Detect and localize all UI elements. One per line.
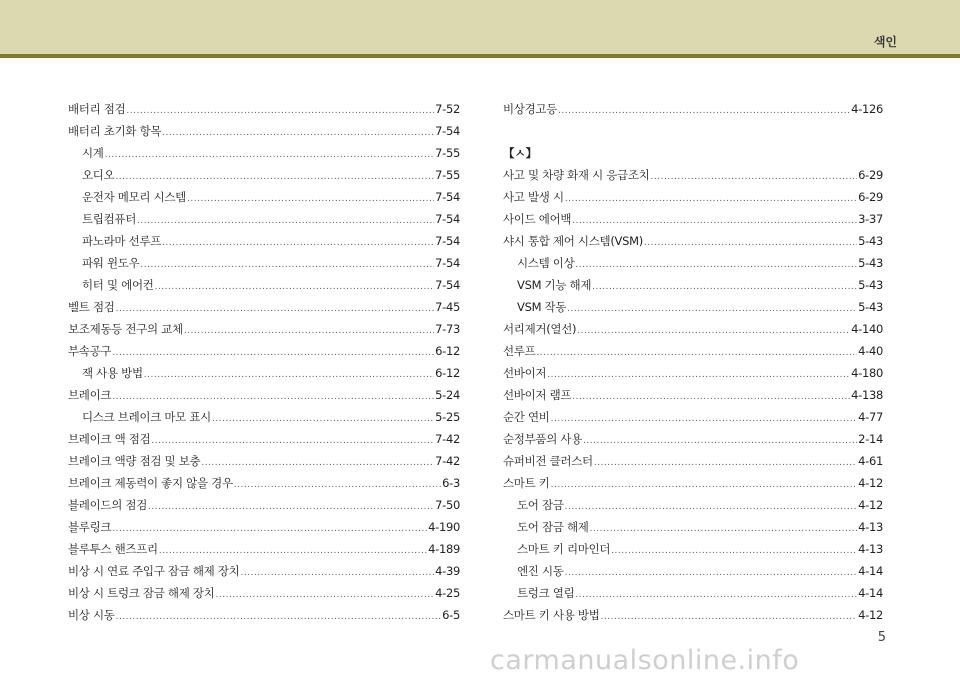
index-entry <box>68 164 460 186</box>
index-entry <box>68 472 460 494</box>
entry-page-ref: 4-25 <box>435 586 460 600</box>
entry-page-ref: 7-42 <box>435 432 460 446</box>
entry-label: 블루링크 <box>68 520 112 534</box>
index-entry <box>503 604 883 626</box>
watermark-text: carmanualsonline.info <box>490 645 800 676</box>
entry-label: 브레이크 액 점검 <box>68 432 151 446</box>
dot-leader <box>105 144 434 166</box>
dot-leader <box>137 210 434 232</box>
dot-leader <box>116 606 442 628</box>
index-entry <box>68 98 460 120</box>
index-column-left <box>68 98 460 626</box>
entry-page-ref: 7-55 <box>435 146 460 160</box>
entry-label: 선바이저 램프 <box>503 388 572 402</box>
entry-label: 선바이저 <box>503 366 547 380</box>
entry-page-ref: 4-190 <box>428 520 460 534</box>
entry-label: 부속공구 <box>68 344 112 358</box>
entry-label: 배터리 점검 <box>68 102 126 116</box>
index-entry <box>503 538 883 560</box>
page-number: 5 <box>877 630 886 645</box>
dot-leader <box>116 298 435 320</box>
index-entry <box>68 406 460 428</box>
index-entry <box>68 142 460 164</box>
dot-leader <box>551 408 858 430</box>
header-rule <box>0 54 960 58</box>
entry-label: 슈퍼비전 클러스터 <box>503 454 593 468</box>
entry-page-ref: 4-126 <box>851 102 883 116</box>
dot-leader <box>162 232 434 254</box>
entry-label: 시계 <box>82 146 104 160</box>
dot-leader <box>572 386 850 408</box>
entry-label: 배터리 초기화 항목 <box>68 124 162 138</box>
dot-leader <box>558 100 850 122</box>
entry-page-ref: 7-45 <box>435 300 460 314</box>
entry-label: 시스템 이상 <box>517 256 575 270</box>
entry-page-ref: 7-54 <box>435 278 460 292</box>
index-entry <box>503 208 883 230</box>
dot-leader <box>140 254 434 276</box>
dot-leader <box>536 342 857 364</box>
index-entry <box>68 604 460 626</box>
index-entry <box>503 252 883 274</box>
index-entry <box>68 494 460 516</box>
dot-leader <box>592 276 857 298</box>
index-entry <box>68 560 460 582</box>
index-entry <box>503 186 883 208</box>
entry-label: 보조제동등 전구의 교체 <box>68 322 183 336</box>
entry-page-ref: 7-54 <box>435 256 460 270</box>
dot-leader <box>148 496 434 518</box>
dot-leader <box>240 562 434 584</box>
entry-page-ref: 7-55 <box>435 168 460 182</box>
index-entry <box>503 472 883 494</box>
dot-leader <box>159 540 427 562</box>
entry-page-ref: 5-25 <box>435 410 460 424</box>
entry-label: 블루투스 핸즈프리 <box>68 542 158 556</box>
entry-page-ref: 4-40 <box>858 344 883 358</box>
index-entry <box>68 450 460 472</box>
entry-label: 선루프 <box>503 344 536 358</box>
entry-label: 스마트 키 리마인더 <box>517 542 611 556</box>
index-entry <box>503 230 883 252</box>
dot-leader <box>201 452 434 474</box>
dot-leader <box>112 342 434 364</box>
page-title: 색인 <box>873 35 897 49</box>
index-entry <box>68 362 460 384</box>
dot-leader <box>187 188 434 210</box>
index-entry <box>68 208 460 230</box>
entry-page-ref: 5-43 <box>858 300 883 314</box>
entry-page-ref: 6-29 <box>858 190 883 204</box>
dot-leader <box>577 320 850 342</box>
entry-page-ref: 7-42 <box>435 454 460 468</box>
entry-page-ref: 7-73 <box>435 322 460 336</box>
entry-page-ref: 6-12 <box>435 366 460 380</box>
dot-leader <box>590 518 858 540</box>
index-entry <box>68 252 460 274</box>
entry-page-ref: 7-54 <box>435 124 460 138</box>
entry-label: 운전자 메모리 시스템 <box>82 190 186 204</box>
entry-page-ref: 4-39 <box>435 564 460 578</box>
index-entry <box>68 428 460 450</box>
dot-leader <box>567 298 857 320</box>
index-entry <box>68 582 460 604</box>
entry-page-ref: 4-138 <box>851 388 883 402</box>
entry-label: 오디오 <box>82 168 115 182</box>
index-entry <box>68 120 460 142</box>
dot-leader <box>126 100 434 122</box>
entry-label: 트렁크 열림 <box>517 586 575 600</box>
dot-leader <box>216 584 435 606</box>
dot-leader <box>151 430 434 452</box>
entry-label: 비상 시 연료 주입구 잠금 해제 장치 <box>68 564 240 578</box>
dot-leader <box>651 166 858 188</box>
entry-label: 브레이크 액량 점검 및 보충 <box>68 454 201 468</box>
entry-page-ref: 5-43 <box>858 256 883 270</box>
index-column-right <box>503 98 883 626</box>
index-entry <box>503 98 883 120</box>
entry-label: 브레이크 <box>68 388 112 402</box>
entry-page-ref: 4-61 <box>858 454 883 468</box>
index-entry <box>68 538 460 560</box>
entry-page-ref: 4-77 <box>858 410 883 424</box>
dot-leader <box>565 496 858 518</box>
index-entry <box>68 384 460 406</box>
dot-leader <box>547 364 850 386</box>
entry-label: 도어 잠금 <box>517 498 564 512</box>
entry-label: 순간 연비 <box>503 410 550 424</box>
entry-page-ref: 7-54 <box>435 212 460 226</box>
entry-page-ref: 5-43 <box>858 278 883 292</box>
dot-leader <box>115 166 434 188</box>
entry-label: 사고 및 차량 화재 시 응급조치 <box>503 168 650 182</box>
entry-label: 사고 발생 시 <box>503 190 564 204</box>
index-entry <box>68 186 460 208</box>
entry-label: 브레이크 제동력이 좋지 않을 경우 <box>68 476 233 490</box>
dot-leader <box>575 584 857 606</box>
index-entry <box>503 582 883 604</box>
dot-leader <box>162 122 434 144</box>
entry-label: 스마트 키 <box>503 476 550 490</box>
entry-page-ref: 5-43 <box>858 234 883 248</box>
entry-label: 서리제거(열선) <box>503 322 577 336</box>
index-entry <box>503 450 883 472</box>
index-entry <box>503 274 883 296</box>
index-entry <box>68 318 460 340</box>
header-band <box>0 0 960 54</box>
entry-page-ref: 6-3 <box>442 476 460 490</box>
index-entry <box>503 340 883 362</box>
entry-page-ref: 4-180 <box>851 366 883 380</box>
entry-label: VSM 작동 <box>517 300 567 314</box>
dot-leader <box>611 540 857 562</box>
entry-page-ref: 7-54 <box>435 190 460 204</box>
entry-label: 벨트 점검 <box>68 300 115 314</box>
entry-label: 디스크 브레이크 마모 표시 <box>82 410 211 424</box>
dot-leader <box>594 452 857 474</box>
index-entry <box>503 384 883 406</box>
entry-label: 비상 시 트렁크 잠금 해제 장치 <box>68 586 215 600</box>
entry-page-ref: 6-29 <box>858 168 883 182</box>
entry-label: 샤시 통합 제어 시스템(VSM) <box>503 234 643 248</box>
index-entry <box>503 164 883 186</box>
entry-label: 파워 윈도우 <box>82 256 140 270</box>
entry-page-ref: 4-12 <box>858 498 883 512</box>
index-entry <box>503 406 883 428</box>
dot-leader <box>644 232 857 254</box>
entry-page-ref: 4-189 <box>428 542 460 556</box>
dot-leader <box>565 188 857 210</box>
dot-leader <box>112 386 434 408</box>
index-entry <box>68 296 460 318</box>
dot-leader <box>572 210 857 232</box>
entry-label: 스마트 키 사용 방법 <box>503 608 600 622</box>
entry-page-ref: 4-13 <box>858 542 883 556</box>
entry-label: 도어 잠금 해제 <box>517 520 589 534</box>
index-entry <box>68 274 460 296</box>
entry-page-ref: 5-24 <box>435 388 460 402</box>
dot-leader <box>565 562 858 584</box>
index-entry <box>503 296 883 318</box>
dot-leader <box>234 474 441 496</box>
entry-page-ref: 3-37 <box>858 212 883 226</box>
entry-page-ref: 6-5 <box>442 608 460 622</box>
entry-label: 히터 및 에어컨 <box>82 278 154 292</box>
dot-leader <box>583 430 857 452</box>
entry-page-ref: 7-50 <box>435 498 460 512</box>
dot-leader <box>601 606 858 628</box>
entry-label: 블레이드의 점검 <box>68 498 148 512</box>
entry-label: 트립컴퓨터 <box>82 212 137 226</box>
dot-leader <box>155 276 435 298</box>
section-heading: 【ㅅ】 <box>503 146 538 160</box>
index-entry <box>68 230 460 252</box>
dot-leader <box>112 518 427 540</box>
index-entry <box>503 516 883 538</box>
dot-leader <box>212 408 434 430</box>
index-entry <box>503 560 883 582</box>
entry-page-ref: 7-54 <box>435 234 460 248</box>
entry-label: 잭 사용 방법 <box>82 366 143 380</box>
entry-label: 사이드 에어백 <box>503 212 572 226</box>
entry-page-ref: 2-14 <box>858 432 883 446</box>
entry-label: 엔진 시동 <box>517 564 564 578</box>
entry-page-ref: 4-14 <box>858 586 883 600</box>
entry-page-ref: 4-12 <box>858 608 883 622</box>
entry-page-ref: 4-12 <box>858 476 883 490</box>
entry-page-ref: 4-13 <box>858 520 883 534</box>
entry-label: 비상 시동 <box>68 608 115 622</box>
index-entry <box>68 516 460 538</box>
dot-leader <box>144 364 434 386</box>
entry-page-ref: 4-140 <box>851 322 883 336</box>
entry-label: 순정부품의 사용 <box>503 432 583 446</box>
index-entry <box>68 340 460 362</box>
entry-label: 비상경고등 <box>503 102 558 116</box>
dot-leader <box>184 320 434 342</box>
dot-leader <box>575 254 857 276</box>
index-entry <box>503 428 883 450</box>
entry-label: VSM 기능 해제 <box>517 278 592 292</box>
entry-label: 파노라마 선루프 <box>82 234 162 248</box>
index-entry <box>503 362 883 384</box>
entry-page-ref: 6-12 <box>435 344 460 358</box>
index-entry <box>503 318 883 340</box>
dot-leader <box>551 474 858 496</box>
entry-page-ref: 4-14 <box>858 564 883 578</box>
section-gap <box>503 120 883 142</box>
entry-page-ref: 7-52 <box>435 102 460 116</box>
index-entry <box>503 494 883 516</box>
